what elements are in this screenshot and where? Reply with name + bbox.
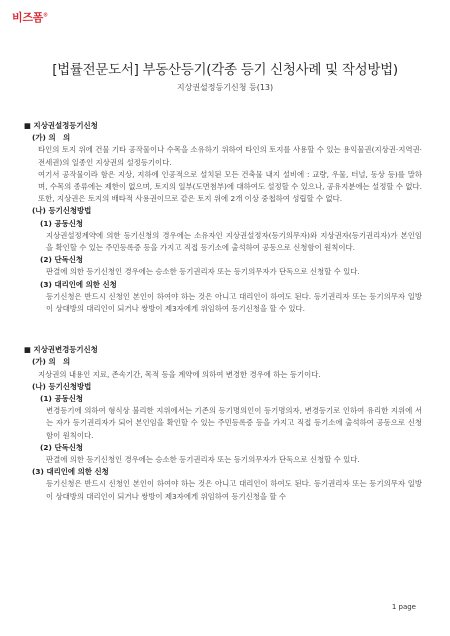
paragraph: 지상권의 내용인 지료, 존속기간, 목적 등을 계약에 의하여 변경한 경우에 하는 등기이다. (38, 369, 321, 379)
subsection-heading: (가) 의 의 (32, 133, 71, 143)
paragraph: 등기신청은 반드시 신청인 본인이 하여야 하는 것은 아니고 대리인이 하여도 된다. 등기권리자 또는 등기의무자 일방이 상대방의 대리인이 되거나 쌍방이 제3자에게 위임하여 등기신청을 할 수 (46, 479, 422, 501)
section-heading: ■ 지상권변경등기신청 (24, 345, 98, 355)
paragraph: 판결에 의한 등기신청인 경우에는 승소한 등기권리자 또는 등기의무자가 단독으로 신청할 수 있다. (46, 455, 360, 465)
item-heading: (3) 대리인에 의한 신청 (40, 279, 117, 289)
paragraph: 여기서 공작물이라 함은 지상, 지하에 인공적으로 설치된 모든 건축물 내지 설비에 : 교량, 우물, 터널, 동상 등)를 말하며, 수목의 종류에는 제한이 없으며, 토지의 일부(도면첨부)에 대하여도 설정할 수 있으나, 공유지분에는 설정할 수 없다. 또한, 지상권은 토지의 배타적 사용권이므로 같은 토지 위에 2개 이상 중첩하여 성립할 수 없다. (38, 169, 422, 204)
document-subtitle: 지상권설정등기신청 등(13) (176, 83, 274, 92)
paragraph: 타인의 토지 위에 건물 기타 공작물이나 수목을 소유하기 위하여 타인의 토지를 사용할 수 있는 용익물권(지상권·지역권·전세권)의 일종인 지상권의 설정등기이다. (38, 145, 422, 167)
document-body (24, 120, 422, 503)
subsection-heading: (나) 등기신청방법 (32, 206, 92, 216)
paragraph: 변경등기에 의하여 형식상 불리한 지위에서는 기존의 등기명의인이 등기명의자, 변경등기로 인하여 유리한 지위에 서는 자가 등기권리자가 되어 본인임을 확인할 수 있는 주민등록증 등을 가지고 직접 등기소에 출석하여 공동으로 신청함이 원칙이다. (46, 406, 422, 440)
item-heading: (2) 단독신청 (40, 255, 84, 265)
subsection-heading: (나) 등기신청방법 (32, 381, 92, 391)
item-heading: (1) 공동신청 (40, 394, 84, 404)
item-heading: (3) 대리인에 의한 신청 (32, 467, 109, 477)
item-heading: (1) 공동신청 (40, 218, 84, 228)
page-number: 1 page (391, 603, 416, 611)
section-superficies-establishment (24, 120, 422, 315)
section-superficies-change (24, 344, 422, 503)
paragraph: 지상권설정계약에 의한 등기신청의 경우에는 소유자인 지상권설정자(등기의무자)와 지상권자(등기권리자)가 본인임을 확인할 수 있는 주민등록증 등을 가지고 직접 등기소에 출석하여 공동으로 신청함이 원칙이다. (46, 230, 422, 253)
section-heading: ■ 지상권설정등기신청 (24, 121, 98, 130)
paragraph: 판결에 의한 등기신청인 경우에는 승소한 등기권리자 또는 등기의무자가 단독으로 신청할 수 있다. (46, 267, 360, 277)
registered-mark: ® (42, 12, 48, 19)
document-title: [법률전문도서] 부동산등기(각종 등기 신청사례 및 작성방법) (52, 62, 398, 78)
item-heading: (2) 단독신청 (40, 442, 84, 452)
paragraph: 등기신청은 반드시 신청인 본인이 하여야 하는 것은 아니고 대리인이 하여도 된다. 등기권리자 또는 등기의무자 일방이 상대방의 대리인이 되거나 쌍방이 제3자에게 위임하여 등기신청을 할 수 있다. (46, 291, 422, 314)
subsection-heading: (가) 의 의 (32, 357, 71, 367)
bizform-logo (12, 9, 48, 25)
section-spacer (24, 315, 422, 344)
logo-text: 비즈폼 (12, 11, 43, 24)
